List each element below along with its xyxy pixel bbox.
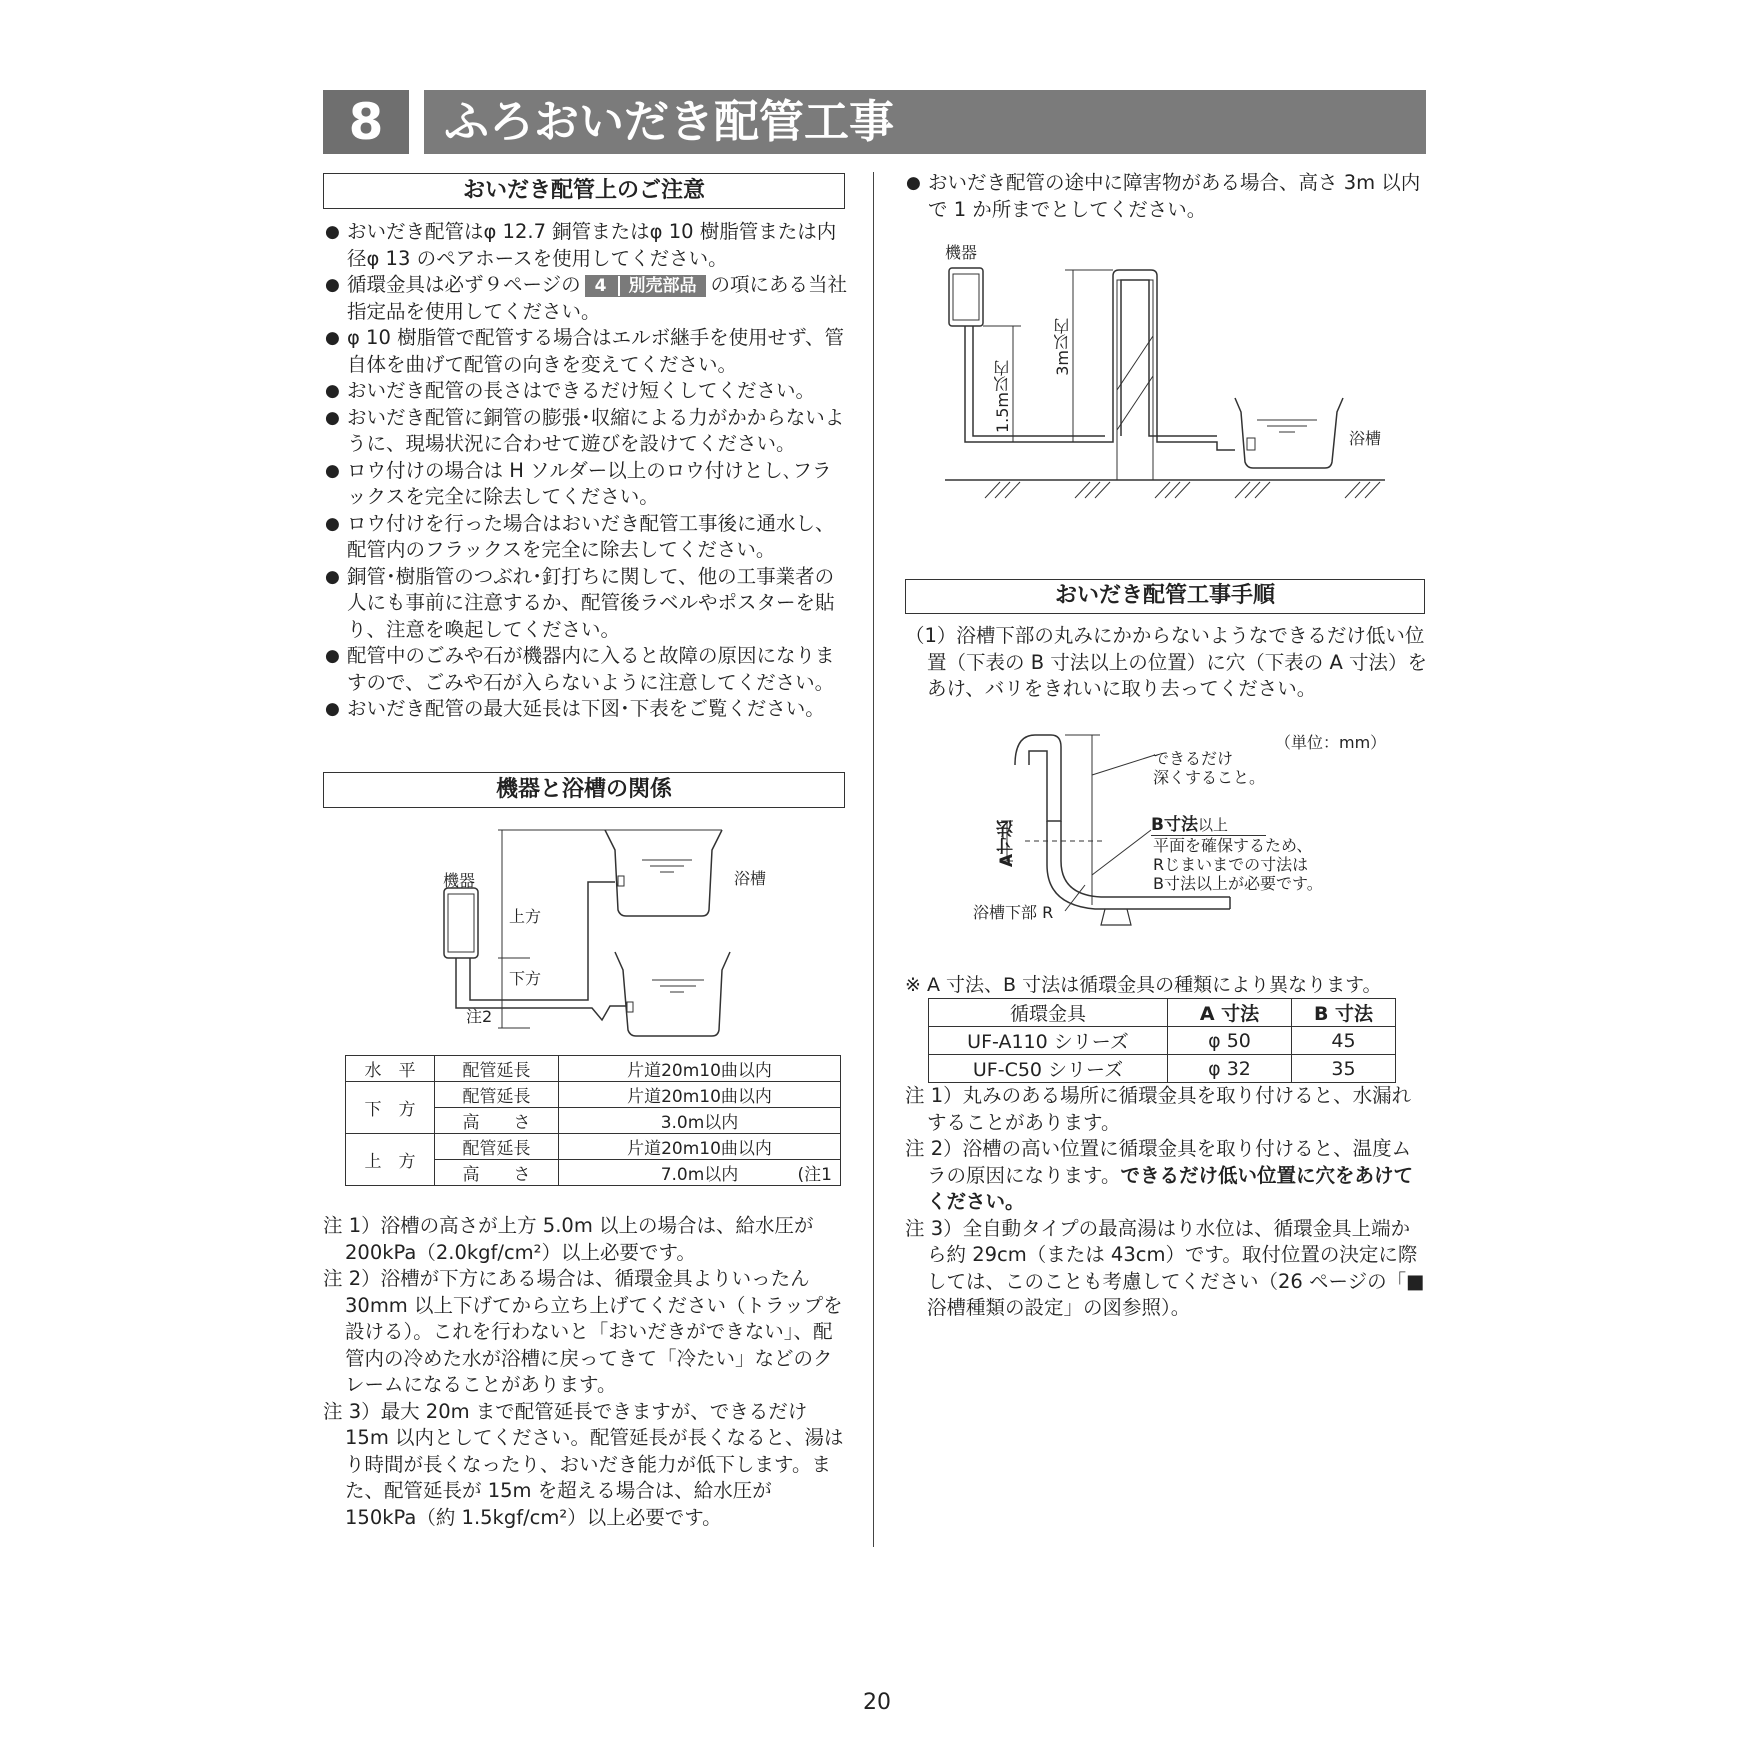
section-title: ふろおいだき配管工事 bbox=[424, 90, 1426, 154]
list-item: ● ロウ付けの場合は H ソルダー以上のロウ付けとし､フラックスを完全に除去してください。 bbox=[325, 458, 847, 511]
note-item: 注 3）最大 20m まで配管延長できますが、できるだけ 15m 以内としてください。配管延長が長くなると、湯はり時間が長くなったり、おいだき能力が低下します。また、配管延長が 15m を超える場合は、給水圧が 150kPa（約 1.5kgf/cm²）以上必要です。 bbox=[323, 1399, 844, 1529]
list-item: ● 循環金具は必ず９ページの 4 別売部品 の項にある当社指定品を使用してください。 bbox=[325, 272, 847, 325]
table-row: UF-C50 シリーズ φ 32 35 bbox=[929, 1055, 1396, 1083]
list-item: ● おいだき配管はφ 12.7 銅管またはφ 10 樹脂管または内径φ 13 のペアホースを使用してください。 bbox=[325, 219, 847, 272]
unit-box bbox=[949, 268, 983, 326]
lower-label: 下方 bbox=[509, 969, 542, 988]
spec-table: 水 平 配管延長 片道20m10曲以内 下 方 配管延長 片道20m10曲以内 高 さ 3.0m以内 上 方 配管延長 片道20m10曲以内 高 さ 7.0m以内 (注1 bbox=[345, 1055, 841, 1186]
caution-heading: おいだき配管上のご注意 bbox=[323, 173, 845, 209]
circulation-fitting-table: 循環金具 A 寸法 B 寸法 UF-A110 シリーズ φ 50 45 UF-C50 シリーズ φ 32 35 bbox=[928, 998, 1396, 1083]
obstacle-list bbox=[906, 170, 1426, 223]
page-number: 20 bbox=[863, 1690, 891, 1715]
caution-list bbox=[325, 219, 847, 723]
list-item: ● ロウ付けを行った場合はおいだき配管工事後に通水し、配管内のフラックスを完全に除去してください。 bbox=[325, 511, 847, 564]
upper-tub bbox=[605, 830, 722, 916]
note-item: 注 1）丸みのある場所に循環金具を取り付けると、水漏れすることがあります。 bbox=[905, 1084, 1412, 1134]
upper-label: 上方 bbox=[509, 907, 542, 926]
left-notes bbox=[323, 1213, 847, 1531]
list-item: ● おいだき配管の途中に障害物がある場合、高さ 3m 以内で 1 か所までとしてください。 bbox=[906, 170, 1426, 223]
row-above: 上 方 bbox=[346, 1134, 435, 1186]
list-item: ● おいだき配管の最大延長は下図･下表をご覧ください。 bbox=[325, 696, 847, 723]
tub-label: 浴槽 bbox=[734, 869, 767, 888]
list-item: ● おいだき配管の長さはできるだけ短くしてください。 bbox=[325, 378, 847, 405]
step-1: （1）浴槽下部の丸みにかからないようなできるだけ低い位置（下表の B 寸法以上の位置）に穴（下表の A 寸法）をあけ、バリをきれいに取り去ってください。 bbox=[905, 624, 1428, 700]
list-item: ● φ 10 樹脂管で配管する場合はエルボ継手を使用せず、管自体を曲げて配管の向きを変えてください。 bbox=[325, 325, 847, 378]
note-item: 注 2）浴槽が下方にある場合は、循環金具よりいったん 30mm 以上下げてから立ち上げてください（トラップを設ける）。これを行わないと「おいだきができない」、配管内の冷めた水が浴槽に戻ってきて「冷たい」などのクレームになることがあります。 bbox=[323, 1267, 843, 1396]
unit-mm-label: （単位：mm） bbox=[1275, 733, 1387, 752]
section-number: 8 bbox=[323, 90, 409, 154]
unit-box bbox=[444, 888, 478, 958]
tub bbox=[1235, 398, 1343, 468]
note2-label: 注2 bbox=[466, 1007, 493, 1026]
a-dimension-label: A寸法 bbox=[997, 820, 1017, 868]
procedure-heading: おいだき配管工事手順 bbox=[905, 579, 1425, 614]
deep-note: できるだけ 深くすること。 bbox=[1153, 749, 1266, 787]
column-divider bbox=[873, 172, 874, 1547]
list-item: ● おいだき配管に銅管の膨張･収縮による力がかからないように、現場状況に合わせて遊びを設けてください。 bbox=[325, 405, 847, 458]
height-3m-label: 3m以内 bbox=[1053, 318, 1072, 376]
obstacle-tub-label: 浴槽 bbox=[1349, 429, 1382, 448]
ref-badge: 4 別売部品 bbox=[585, 275, 707, 297]
table-note: ※ A 寸法、B 寸法は循環金具の種類により異なります。 bbox=[905, 974, 1382, 996]
list-item: ● 配管中のごみや石が機器内に入ると故障の原因になりますので、ごみや石が入らないように注意してください。 bbox=[325, 643, 847, 696]
flat-note: 平面を確保するため、 Rじまいまでの寸法は B寸法以上が必要です。 bbox=[1153, 836, 1323, 893]
relation-heading: 機器と浴槽の関係 bbox=[323, 772, 845, 808]
lower-tub bbox=[615, 952, 730, 1036]
height-1-5m-label: 1.5m以内 bbox=[993, 360, 1012, 434]
row-below: 下 方 bbox=[346, 1082, 435, 1134]
table-row: UF-A110 シリーズ φ 50 45 bbox=[929, 1027, 1396, 1055]
row-horizontal: 水 平 bbox=[346, 1056, 435, 1082]
note-item: 注 3）全自動タイプの最高湯はり水位は、循環金具上端から約 29cm（または 43cm）です。取付位置の決定に際しては、このことも考慮してください（26 ページの「■浴槽種類の設定」の図参照）。 bbox=[905, 1216, 1425, 1319]
obstacle-wall bbox=[1117, 280, 1153, 480]
right-notes bbox=[905, 1083, 1427, 1322]
note-item: 注 2）浴槽の高い位置に循環金具を取り付けると、温度ムラの原因になります。できるだけ低い位置に穴をあけてください。 bbox=[905, 1137, 1413, 1213]
b-dimension-label: B寸法以上 bbox=[1151, 810, 1266, 836]
note-item: 注 1）浴槽の高さが上方 5.0m 以上の場合は、給水圧が 200kPa（2.0kgf/cm²）以上必要です。 bbox=[323, 1214, 814, 1264]
obstacle-unit-label: 機器 bbox=[945, 243, 978, 262]
fitting bbox=[1015, 735, 1061, 821]
tub-radius-label: 浴槽下部 R bbox=[973, 903, 1054, 922]
list-item: ● 銅管･樹脂管のつぶれ･釘打ちに関して、他の工事業者の人にも事前に注意するか、配管後ラベルやポスターを貼り、注意を喚起してください。 bbox=[325, 564, 847, 644]
unit-label: 機器 bbox=[443, 871, 476, 890]
